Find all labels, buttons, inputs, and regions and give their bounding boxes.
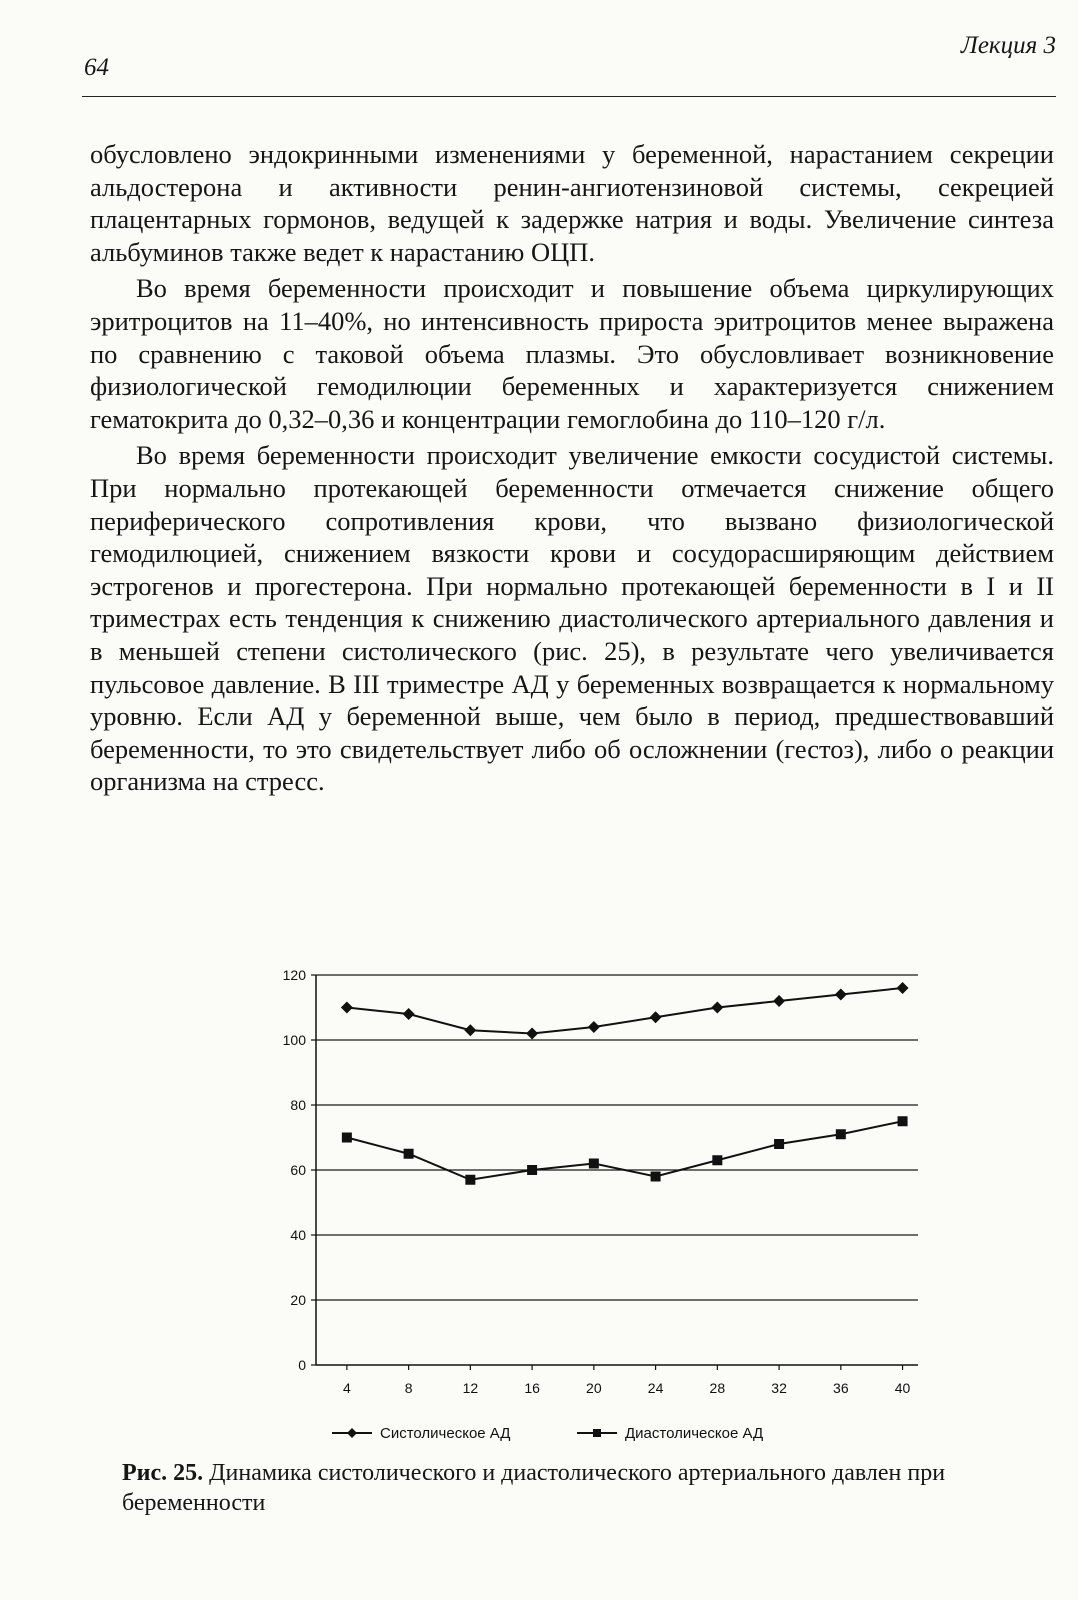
x-tick-label-4: 4 (342, 1380, 351, 1396)
blood-pressure-chart (262, 955, 942, 1455)
diastolic-point-16 (527, 1165, 537, 1175)
x-tick-label-28: 28 (709, 1380, 726, 1396)
series-line-1 (347, 988, 903, 1034)
caption-label: Рис. 25. (122, 1460, 204, 1486)
y-tick-label-0: 0 (298, 1357, 306, 1373)
x-tick-label-24: 24 (647, 1380, 664, 1396)
page-number: 64 (84, 54, 109, 81)
x-tick-label-12: 12 (462, 1380, 479, 1396)
x-tick-label-40: 40 (894, 1380, 911, 1396)
diastolic-point-28 (712, 1155, 722, 1165)
diastolic-point-8 (404, 1149, 414, 1159)
x-tick-label-16: 16 (524, 1380, 540, 1396)
legend-marker-square (593, 1429, 601, 1437)
systolic-point-8 (403, 1008, 415, 1020)
x-tick-label-32: 32 (771, 1380, 787, 1396)
paragraph-1: обусловлено эндокринными изменениями у беременной, нарастанием секреции альдостерона и активности ренин-ангиотензиновой системы, секрецией плацентарных гормонов, ведущей к задержке натрия и воды. Увеличение синтеза альбуминов также ведет к нарастанию ОЦП. (90, 139, 1054, 267)
y-tick-label-40: 40 (290, 1227, 306, 1243)
systolic-point-32 (773, 995, 785, 1007)
diastolic-point-20 (589, 1159, 599, 1169)
chapter-title: Лекция 3 (960, 32, 1056, 59)
figure-caption (122, 1458, 1062, 1518)
y-tick-label-100: 100 (282, 1032, 306, 1048)
figure-25 (262, 955, 942, 1455)
systolic-point-4 (341, 1002, 353, 1014)
running-head (82, 28, 1056, 98)
systolic-point-12 (464, 1024, 476, 1036)
systolic-point-36 (835, 989, 847, 1001)
y-tick-label-80: 80 (290, 1097, 306, 1113)
legend-marker-diamond (347, 1428, 357, 1438)
y-tick-label-20: 20 (290, 1292, 306, 1308)
legend-label-2: Диастолическое АД (625, 1425, 764, 1442)
diastolic-point-4 (342, 1133, 352, 1143)
y-tick-label-60: 60 (290, 1162, 306, 1178)
diastolic-point-32 (774, 1139, 784, 1149)
body-text (90, 138, 1054, 802)
systolic-point-20 (588, 1021, 600, 1033)
systolic-point-28 (711, 1002, 723, 1014)
series-line-2 (347, 1121, 903, 1180)
diastolic-point-12 (465, 1175, 475, 1185)
systolic-point-24 (650, 1011, 662, 1023)
caption-text: Динамика систолического и диастолического артериального давлен при беременности (122, 1460, 946, 1516)
diastolic-point-36 (836, 1129, 846, 1139)
x-tick-label-36: 36 (833, 1380, 849, 1396)
diastolic-point-24 (651, 1172, 661, 1182)
x-tick-label-20: 20 (586, 1380, 602, 1396)
y-tick-label-120: 120 (282, 967, 306, 983)
header-rule (82, 96, 1056, 97)
x-tick-label-8: 8 (404, 1380, 413, 1396)
legend-label-1: Систолическое АД (380, 1425, 511, 1442)
paragraph-2: Во время беременности происходит и повышение объема циркулирующих эритроцитов на 11–40%, но интенсивность прироста эритроцитов менее выражена по сравнению с таковой объема плазмы. Это обусловливает возникновение физиологической гемодилюции беременных и характеризуется снижением гематокрита до 0,32–0,36 и концентрации гемоглобина до 110–120 г/л. (90, 273, 1054, 434)
systolic-point-16 (526, 1028, 538, 1040)
paragraph-3: Во время беременности происходит увеличение емкости сосудистой системы. При нормально протекающей беременности отмечается снижение общего периферического сопротивления крови, что вызвано физиологической гемодилюцией, снижением вязкости крови и сосудорасширяющим действием эстрогенов и прогестерона. При нормально протекающей беременности в I и II триместрах есть тенденция к снижению диастолического артериального давления и в меньшей степени систолического (рис. 25), в результате чего увеличивается пульсовое давление. В III триместре АД у беременных возвращается к нормальному уровню. Если АД у беременной выше, чем было в период, предшествовавший беременности, то это свидетельствует либо об осложнении (гестоз), либо о реакции организма на стресс. (90, 440, 1054, 797)
diastolic-point-40 (898, 1116, 908, 1126)
systolic-point-40 (897, 982, 909, 994)
